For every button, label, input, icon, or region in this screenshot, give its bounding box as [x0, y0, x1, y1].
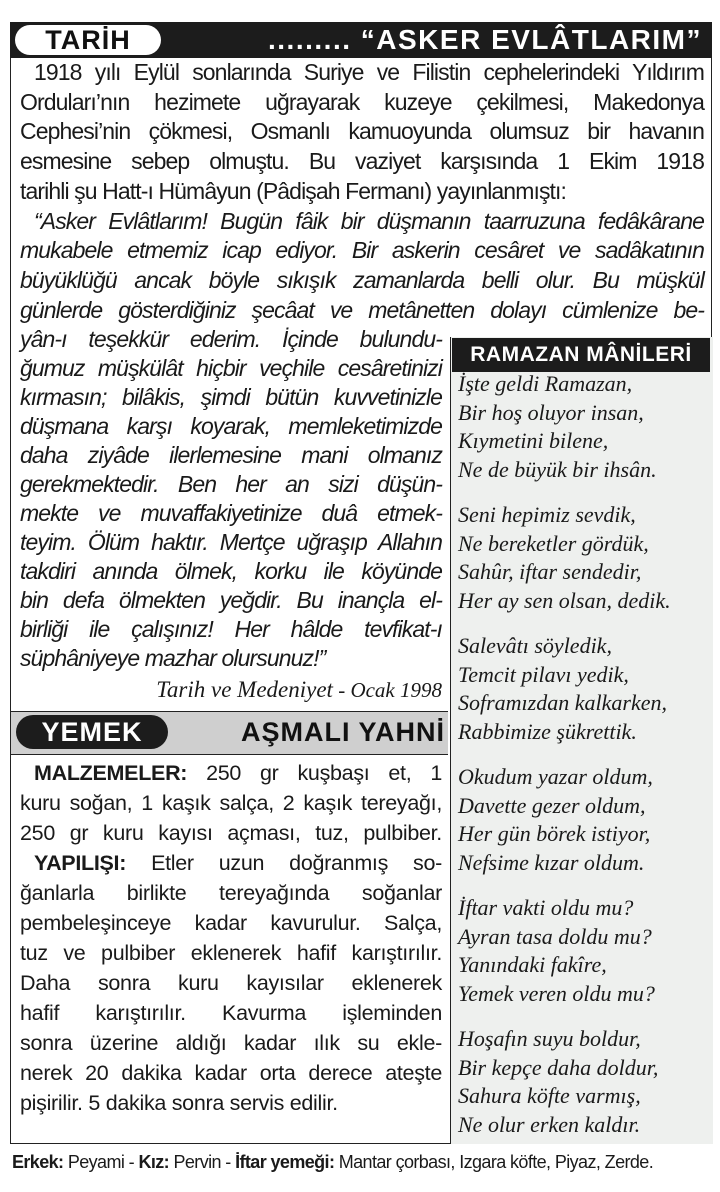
intro-line: esmesine sebep olmuştu. Bu vaziyet karşısında 1 Ekim 1918: [20, 148, 704, 175]
erkek-label: Erkek:: [12, 1152, 64, 1172]
kiz-label: Kız:: [138, 1152, 170, 1172]
recipe-text: sonra üzerine aldığı kadar ılık su ekle-: [20, 1031, 442, 1055]
quote-line: yân-ı teşekkür ederim. İçinde bulundu-: [20, 326, 442, 353]
maniler-title: RAMAZAN MÂNİLERİ: [452, 338, 710, 372]
quote-line: takdiri anında ölmek, korku ile köyünde: [20, 558, 442, 585]
mani-line: Rabbimize şükrettik.: [458, 718, 637, 744]
mani-line: Salevâtı söyledik,: [458, 633, 612, 658]
intro-line: Orduları’nın hezimete uğrayarak kuzeye çekilmesi, Makedonya: [20, 88, 704, 115]
quote-line: birliği ile çalışınız! Her hâlde tevfikat-ı: [20, 616, 442, 643]
recipe-section-label: MALZEMELER:: [34, 761, 188, 785]
mani-line: Her ay sen olsan, dedik.: [458, 587, 671, 613]
recipe-text: 250 gr kuşbaşı et, 1: [187, 761, 442, 785]
kiz-name: Pervin -: [169, 1152, 236, 1172]
recipe-text: pişirilir. 5 dakika sonra servis edilir.: [20, 1091, 338, 1115]
quote-line: düşmana karşı koyarak, memleketimizde: [20, 413, 442, 440]
recipe-text: hafif karıştırılır. Kavurma işleminden: [20, 1001, 442, 1025]
mani-line: Temcit pilavı yedik,: [458, 661, 629, 687]
mani-line: Ne de büyük bir ihsân.: [458, 456, 657, 482]
recipe-line: [34, 848, 442, 878]
recipe-text: Daha sonra kuru kayısılar eklenerek: [20, 971, 442, 995]
footer-note: [12, 1150, 712, 1174]
recipe-text: 250 gr kuru kayısı açması, tuz, pulbiber.: [20, 821, 442, 845]
erkek-name: Peyami -: [63, 1152, 139, 1172]
recipe-line: [20, 998, 442, 1028]
source-name: Tarih ve Medeniyet: [156, 677, 333, 702]
intro-line: 1918 yılı Eylül sonlarında Suriye ve Filistin cephelerindeki Yıldırım: [34, 59, 704, 85]
mani-line: Davette gezer oldum,: [458, 792, 646, 818]
source-separator: -: [332, 678, 351, 702]
recipe-text: tuz ve pulbiber eklenerek hafif karıştırılır.: [20, 941, 442, 965]
intro-line: tarihli şu Hatt-ı Hümâyun (Pâdişah Fermanı) yayınlanmıştı:: [20, 177, 567, 204]
mani-line: Sahura köfte varmış,: [458, 1083, 641, 1108]
quote-line: günlerde gösterdiğiniz şecâat ve metânetten dolayı cümlenize be-: [20, 296, 704, 323]
tarih-label: TARİH: [15, 25, 161, 55]
mani-line: Bir kepçe daha doldur,: [458, 1054, 659, 1080]
mani-line: Her gün börek istiyor,: [458, 821, 651, 846]
mani-line: Ne olur erken kaldır.: [458, 1111, 641, 1137]
mani-line: Seni hepimiz sevdik,: [458, 502, 636, 527]
mani-line: İşte geldi Ramazan,: [458, 371, 633, 396]
mani-line: Soframızdan kalkarken,: [458, 690, 667, 715]
recipe-text: ğanlarla birlikte tereyağında soğanlar: [20, 881, 442, 905]
recipe-text: nerek 20 dakika kadar orta derece ateşte: [20, 1061, 442, 1085]
mani-line: Sahûr, iftar sendedir,: [458, 559, 642, 584]
source-date: Ocak 1998: [350, 678, 442, 702]
quote-line: büyüklüğü ancak böyle sıkışık zamanlarda belli olur. Bu müşkül: [20, 266, 704, 293]
mani-line: Kıymetini bilene,: [458, 428, 609, 453]
mani-line: Yemek veren oldu mu?: [458, 980, 655, 1006]
quote-line: kırmasın; bilâkis, şimdi bütün kuvvetinizle: [20, 384, 442, 411]
iftar-menu: Mantar çorbası, Izgara köfte, Piyaz, Zerde.: [334, 1152, 654, 1172]
recipe-line: [20, 1028, 442, 1058]
quote-line: ğumuz müşkülât hiçbir veçhile cesâretinizi: [20, 355, 442, 382]
quote-line: mukabele etmemiz icap ediyor. Bir askerin cesâret ve sadâkatının: [20, 237, 704, 264]
recipe-line: [20, 908, 442, 938]
recipe-text: Etler uzun doğranmış so-: [126, 851, 442, 875]
recipe-line: [20, 818, 442, 848]
recipe-title: AŞMALI YAHNİ: [240, 717, 445, 747]
quote-line: gerekmektedir. Ben her an sizi düşün-: [20, 471, 442, 498]
mani-line: Nefsime kızar oldum.: [458, 849, 645, 875]
recipe-line: [34, 758, 442, 788]
quote-line: teyim. Ölüm haktır. Mertçe uğraşıp Allahın: [20, 529, 442, 556]
recipe-text: pembeleşinceye kadar kavurulur. Salça,: [20, 911, 442, 935]
quote-line: “Asker Evlâtlarım! Bugün fâik bir düşmanın taarruzuna fedâkârane: [34, 207, 704, 234]
iftar-label: İftar yemeği:: [235, 1152, 335, 1172]
recipe-line: [20, 788, 442, 818]
recipe-line: [20, 1058, 442, 1088]
quote-line: bin defa ölmekten yeğdir. Bu inançla el-: [20, 587, 442, 614]
source-credit: [70, 676, 442, 704]
recipe-line: [20, 938, 442, 968]
recipe-line: [20, 878, 442, 908]
article-headline: ......... “ASKER EVLÂTLARIM”: [267, 24, 702, 55]
mani-line: Hoşafın suyu boldur,: [458, 1026, 641, 1051]
recipe-line: [20, 968, 442, 998]
mani-line: Yanındaki fakîre,: [458, 952, 607, 977]
mani-line: İftar vakti oldu mu?: [458, 895, 634, 920]
intro-line: Cephesi’nin çökmesi, Osmanlı kamuoyunda olumsuz bir havanın: [20, 118, 704, 145]
mani-line: Bir hoş oluyor insan,: [458, 399, 644, 425]
recipe-section-label: YAPILIŞI:: [34, 851, 127, 875]
recipe-text: kuru soğan, 1 kaşık salça, 2 kaşık tereyağı,: [20, 791, 442, 815]
quote-line: süphâniyeye mazhar olursunuz!”: [20, 645, 326, 672]
mani-line: Ne bereketler gördük,: [458, 530, 649, 556]
mani-line: Okudum yazar oldum,: [458, 764, 653, 789]
yemek-label: YEMEK: [16, 715, 168, 749]
recipe-line: [20, 1088, 442, 1118]
quote-line: daha ziyâde ilerlemesine mani olmanız: [20, 442, 442, 469]
mani-line: Ayran tasa doldu mu?: [458, 923, 652, 949]
quote-line: mekte ve muvaffakiyetinize duâ etmek-: [20, 500, 442, 527]
